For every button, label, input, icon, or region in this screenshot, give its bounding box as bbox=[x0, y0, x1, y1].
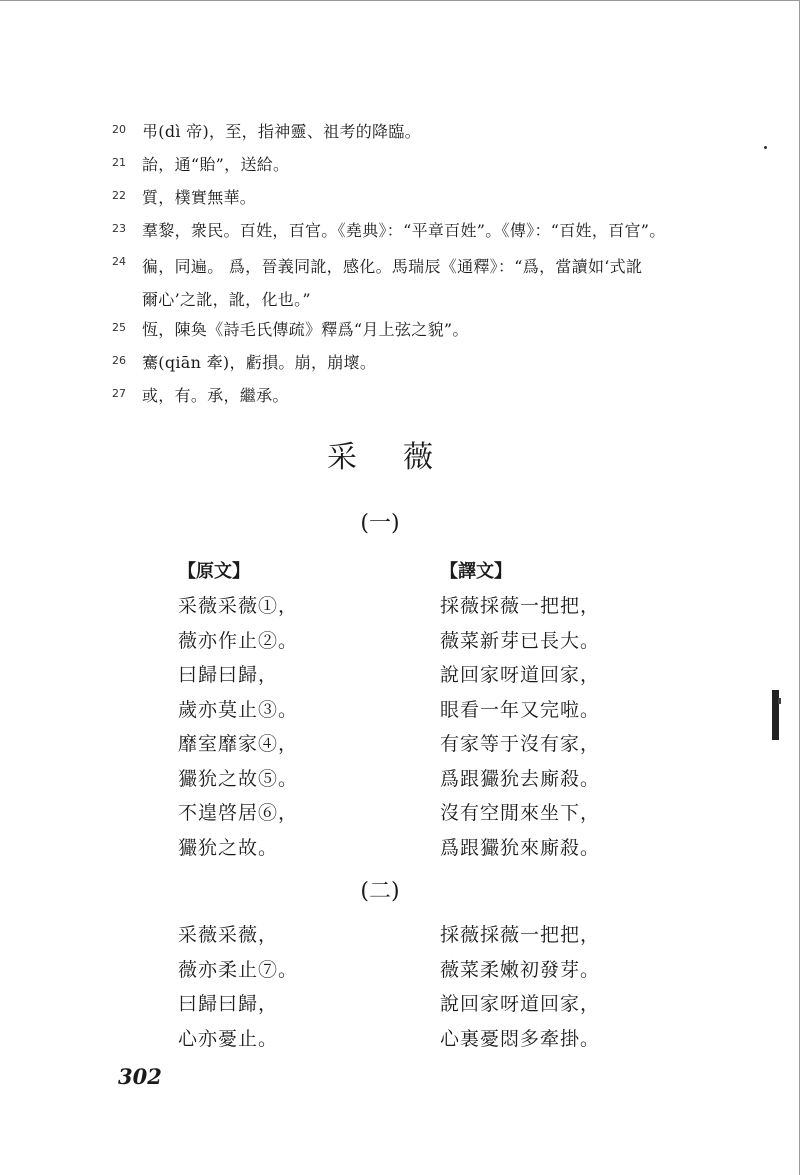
footnote-text: 或，有。承，繼承。 bbox=[142, 386, 289, 405]
translation-line: 採薇採薇一把把， bbox=[440, 595, 601, 617]
footnote-text: 詒，通“貽”，送給。 bbox=[142, 155, 290, 174]
footnote-text: 羣黎，衆民。百姓，百官。《堯典》：“平章百姓”。《傳》：“百姓，百官”。 bbox=[142, 221, 666, 240]
footnote-number: 22 bbox=[112, 189, 126, 202]
footnote-item bbox=[112, 184, 692, 217]
scan-border-top bbox=[0, 0, 800, 1]
scan-speck bbox=[764, 146, 767, 149]
footnote-item bbox=[112, 151, 692, 184]
footnote-text: 質，樸實無華。 bbox=[142, 188, 257, 207]
original-line: 曰歸曰歸， bbox=[178, 993, 279, 1015]
translation-line: 眼看一年又完啦。 bbox=[440, 698, 601, 721]
translation-line: 採薇採薇一把把， bbox=[440, 924, 601, 946]
footnote-number: 25 bbox=[112, 321, 126, 334]
original-line: 薇亦柔止⑦。 bbox=[178, 958, 299, 981]
translation-line: 沒有空閒來坐下， bbox=[440, 802, 601, 824]
original-column-1 bbox=[178, 555, 298, 865]
poem-title: 采薇 bbox=[327, 440, 479, 475]
section-heading-1: (一) bbox=[360, 511, 400, 536]
translation-column-2 bbox=[440, 918, 600, 1056]
footnote-text: 徧，同遍。 爲，晉義同訛，感化。馬瑞辰《通釋》：“爲，當讀如‘式訛 bbox=[142, 257, 643, 276]
page-number: 302 bbox=[118, 1064, 162, 1089]
original-line: 歲亦莫止③。 bbox=[178, 698, 299, 721]
translation-line: 薇菜新芽已長大。 bbox=[440, 629, 601, 652]
footnote-item bbox=[112, 382, 692, 415]
translation-line: 說回家呀道回家， bbox=[440, 664, 601, 686]
original-line: 玁狁之故⑤。 bbox=[178, 767, 299, 790]
translation-line: 有家等于沒有家， bbox=[440, 733, 601, 755]
footnote-number: 20 bbox=[112, 123, 126, 136]
original-label: 【原文】 bbox=[178, 561, 250, 582]
footnote-text: 騫(qiān 牽)，虧損。崩，崩壞。 bbox=[142, 353, 377, 372]
footnote-text-continuation: 爾心’之訛，訛，化也。” bbox=[142, 290, 311, 309]
footnotes-list bbox=[112, 118, 692, 415]
original-line: 靡室靡家④， bbox=[178, 733, 299, 755]
translation-label: 【譯文】 bbox=[440, 561, 512, 582]
translation-line: 爲跟玁狁去廝殺。 bbox=[440, 767, 601, 790]
footnote-number: 27 bbox=[112, 387, 126, 400]
original-line: 心亦憂止。 bbox=[178, 1027, 279, 1050]
original-line: 采薇采薇①， bbox=[178, 595, 299, 617]
binding-mark bbox=[772, 690, 779, 740]
footnote-item bbox=[112, 316, 692, 349]
footnote-text: 恆，陳奐《詩毛氏傳疏》釋爲“月上弦之貌”。 bbox=[142, 320, 469, 339]
footnote-item bbox=[112, 217, 692, 250]
footnote-item bbox=[112, 250, 692, 316]
section-heading-2: (二) bbox=[360, 879, 400, 904]
original-line: 曰歸曰歸， bbox=[178, 664, 279, 686]
translation-line: 心裏憂悶多牽掛。 bbox=[440, 1027, 601, 1050]
footnote-text: 弔(dì 帝)，至，指神靈、祖考的降臨。 bbox=[142, 122, 421, 141]
original-line: 玁狁之故。 bbox=[178, 836, 279, 859]
translation-line: 爲跟玁狁來廝殺。 bbox=[440, 836, 601, 859]
footnote-number: 24 bbox=[112, 255, 126, 268]
original-line: 薇亦作止②。 bbox=[178, 629, 299, 652]
original-line: 不遑啓居⑥， bbox=[178, 802, 299, 824]
translation-column-1 bbox=[440, 555, 600, 865]
footnote-item bbox=[112, 349, 692, 382]
original-line: 采薇采薇， bbox=[178, 924, 279, 946]
translation-line: 薇菜柔嫩初發芽。 bbox=[440, 958, 601, 981]
translation-line: 說回家呀道回家， bbox=[440, 993, 601, 1015]
original-column-2 bbox=[178, 918, 298, 1056]
footnote-item bbox=[112, 118, 692, 151]
footnote-number: 26 bbox=[112, 354, 126, 367]
footnote-number: 23 bbox=[112, 222, 126, 235]
footnote-number: 21 bbox=[112, 156, 126, 169]
